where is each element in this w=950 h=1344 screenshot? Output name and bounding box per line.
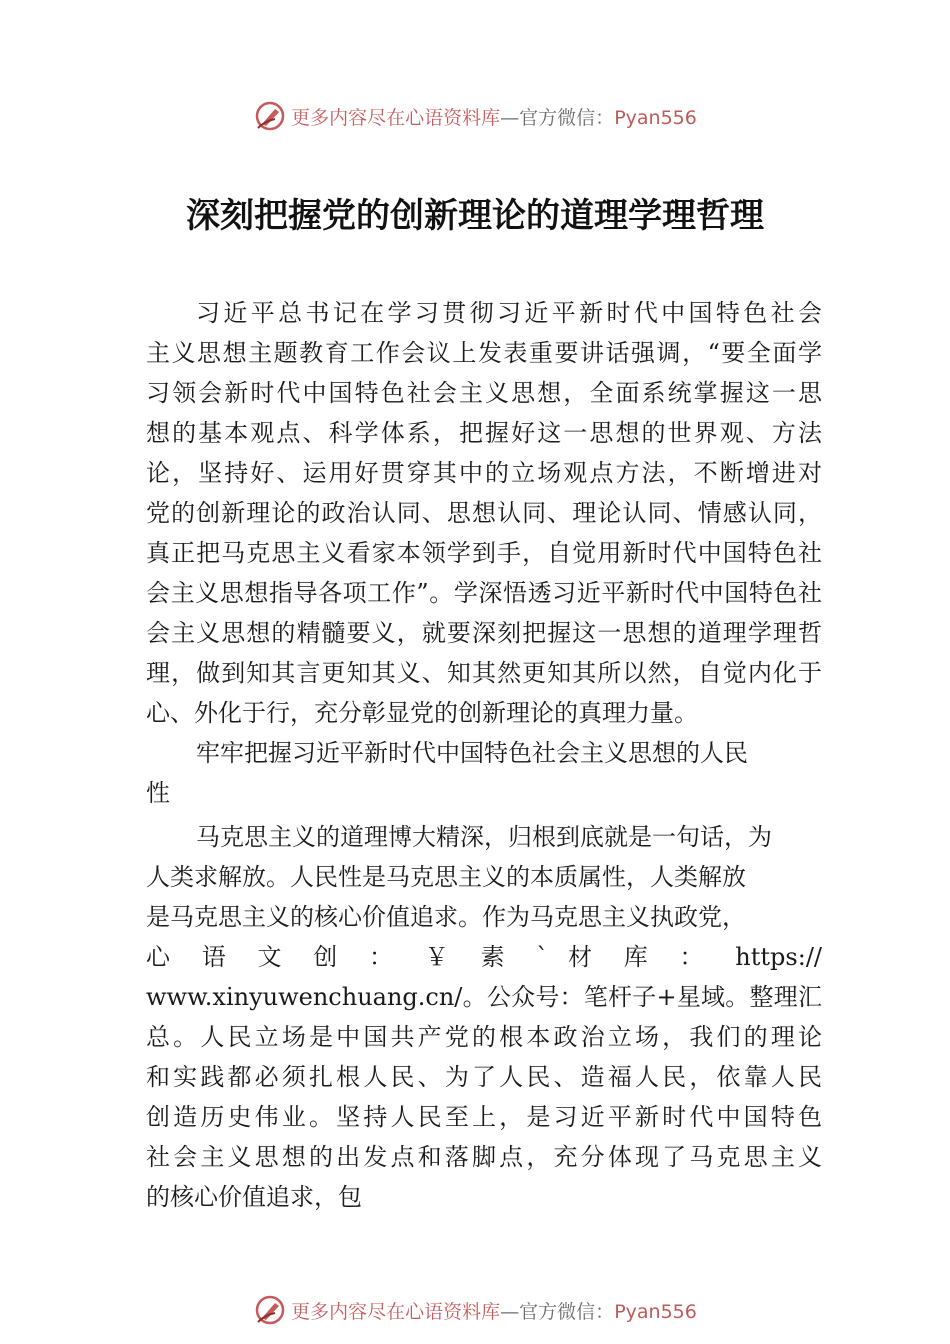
- body-line: 的核心价值追求，包: [146, 1183, 362, 1211]
- wechat-id: Pyan556: [614, 106, 697, 129]
- banner-sub: —官方微信：: [500, 106, 615, 129]
- section-heading: 牢牢把握习近平新时代中国特色社会主义思想的人民: [196, 739, 748, 767]
- article-body: [146, 293, 822, 1217]
- body-line: 是马克思主义的核心价值追求。作为马克思主义执政党，: [146, 903, 746, 931]
- body-line: 心 语 文 创 ： ￥ 素 ` 材 库 ： https://: [146, 943, 822, 971]
- body-line: 论，坚持好、运用好贯穿其中的立场观点方法，不断增进对: [146, 459, 822, 487]
- body-line: 人类求解放。人民性是马克思主义的本质属性，人类解放: [146, 863, 746, 891]
- footer-banner: [0, 1290, 950, 1330]
- banner-text: [291, 103, 697, 130]
- body-line: 会主义思想的精髓要义，就要深刻把握这一思想的道理学理哲: [146, 619, 822, 647]
- body-line: 总。人民立场是中国共产党的根本政治立场，我们的理论: [146, 1023, 822, 1051]
- body-line: 党的创新理论的政治认同、思想认同、理论认同、情感认同，: [146, 499, 822, 527]
- body-line: 社会主义思想的出发点和落脚点，充分体现了马克思主义: [146, 1143, 822, 1171]
- body-line: 主义思想主题教育工作会议上发表重要讲话强调，“要全面学: [146, 339, 822, 367]
- body-line: 理，做到知其言更知其义、知其然更知其所以然，自觉内化于: [146, 659, 822, 687]
- body-line: 和实践都必须扎根人民、为了人民、造福人民，依靠人民: [146, 1063, 822, 1091]
- pen-nib-logo-icon: [253, 1293, 287, 1327]
- body-line: 想的基本观点、科学体系，把握好这一思想的世界观、方法: [146, 419, 822, 447]
- body-line: 习近平总书记在学习贯彻习近平新时代中国特色社会: [196, 299, 822, 327]
- body-line: 真正把马克思主义看家本领学到手，自觉用新时代中国特色社: [146, 539, 822, 567]
- body-line: www.xinyuwenchuang.cn/。公众号：笔杆子+星域。整理汇: [146, 983, 822, 1011]
- banner-main: 更多内容尽在心语资料库: [291, 106, 501, 129]
- banner-text: [291, 1297, 697, 1324]
- pen-nib-logo-icon: [253, 99, 287, 133]
- page-title: 深刻把握党的创新理论的道理学理哲理: [186, 196, 764, 236]
- body-line: 心、外化于行，充分彰显党的创新理论的真理力量。: [146, 699, 698, 727]
- body-line: 创造历史伟业。坚持人民至上，是习近平新时代中国特色: [146, 1103, 822, 1131]
- banner-sub: —官方微信：: [500, 1300, 615, 1323]
- body-line: 习领会新时代中国特色社会主义思想，全面系统掌握这一思: [146, 379, 822, 407]
- body-line: 马克思主义的道理博大精深，归根到底就是一句话，为: [196, 823, 772, 851]
- banner-main: 更多内容尽在心语资料库: [291, 1300, 501, 1323]
- wechat-id: Pyan556: [614, 1300, 697, 1323]
- body-line: 会主义思想指导各项工作”。学深悟透习近平新时代中国特色社: [146, 579, 822, 607]
- header-banner: [0, 96, 950, 136]
- section-heading: 性: [146, 779, 170, 807]
